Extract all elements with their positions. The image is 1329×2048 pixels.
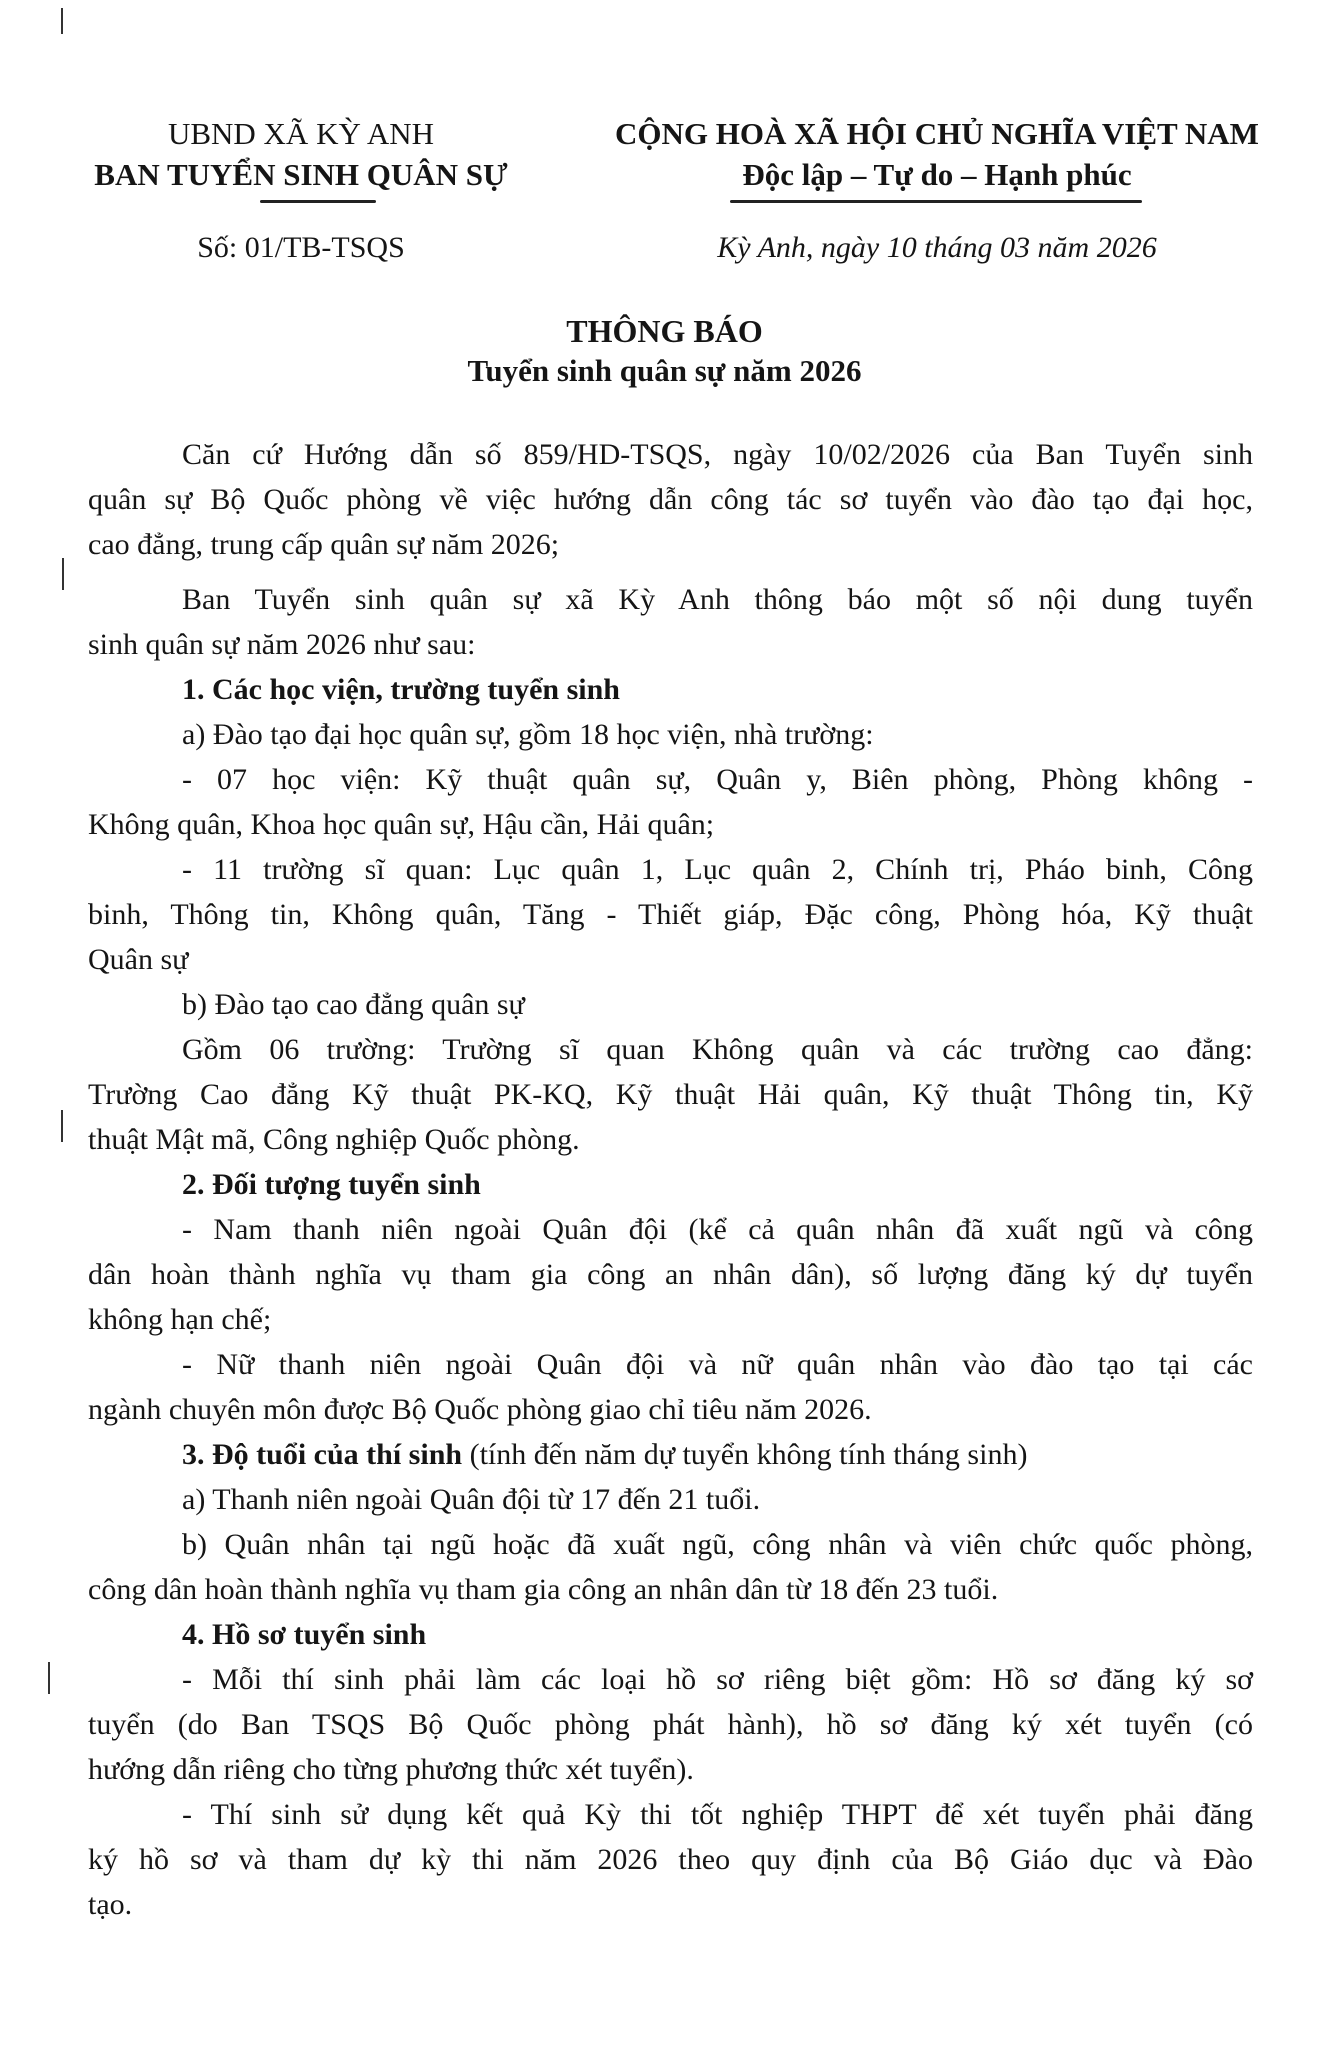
text-line: tuyển (do Ban TSQS Bộ Quốc phòng phát hành), hồ sơ đăng ký xét tuyển (có — [88, 1708, 1253, 1741]
paragraph — [88, 712, 1253, 757]
text-line: a) Đào tạo đại học quân sự, gồm 18 học viện, nhà trường: — [182, 718, 874, 751]
section-heading — [88, 1432, 1253, 1477]
document-number: Số: 01/TB-TSQS — [197, 231, 405, 264]
text-line: Trường Cao đẳng Kỹ thuật PK-KQ, Kỹ thuật Hải quân, Kỹ thuật Thông tin, Kỹ — [88, 1078, 1253, 1111]
heading-note: (tính đến năm dự tuyển không tính tháng sinh) — [462, 1438, 1028, 1471]
text-line: cao đẳng, trung cấp quân sự năm 2026; — [88, 528, 560, 561]
section-heading — [88, 667, 1253, 712]
text-line: ngành chuyên môn được Bộ Quốc phòng giao chỉ tiêu năm 2026. — [88, 1393, 872, 1426]
document-title: THÔNG BÁO — [566, 313, 763, 349]
text-line: dân hoàn thành nghĩa vụ tham gia công an nhân dân), số lượng đăng ký dự tuyển — [88, 1258, 1253, 1291]
paragraph — [88, 1477, 1253, 1522]
document-date: Kỳ Anh, ngày 10 tháng 03 năm 2026 — [717, 231, 1157, 264]
text-line: Gồm 06 trường: Trường sĩ quan Không quân và các trường cao đẳng: — [182, 1033, 1253, 1066]
issuing-org: UBND XÃ KỲ ANH — [167, 116, 435, 151]
text-line: b) Quân nhân tại ngũ hoặc đã xuất ngũ, công nhân và viên chức quốc phòng, — [182, 1528, 1253, 1561]
scan-mark — [62, 558, 64, 590]
text-line: Căn cứ Hướng dẫn số 859/HD-TSQS, ngày 10/02/2026 của Ban Tuyển sinh — [182, 438, 1253, 471]
left-underline — [260, 200, 376, 203]
national-motto: Độc lập – Tự do – Hạnh phúc — [742, 157, 1132, 192]
paragraph — [88, 1342, 1253, 1432]
text-line: thuật Mật mã, Công nghiệp Quốc phòng. — [88, 1123, 580, 1156]
text-line: - Nữ thanh niên ngoài Quân đội và nữ quân nhân vào đào tạo tại các — [182, 1348, 1253, 1381]
text-line: công dân hoàn thành nghĩa vụ tham gia công an nhân dân từ 18 đến 23 tuổi. — [88, 1573, 999, 1606]
paragraph — [88, 1792, 1253, 1927]
scan-mark — [61, 8, 63, 34]
text-line: không hạn chế; — [88, 1303, 272, 1336]
text-line: Không quân, Khoa học quân sự, Hậu cần, Hải quân; — [88, 808, 715, 841]
paragraph — [88, 432, 1253, 567]
text-line: - 07 học viện: Kỹ thuật quân sự, Quân y, Biên phòng, Phòng không - — [182, 763, 1253, 796]
paragraph — [88, 1657, 1253, 1792]
text-line: sinh quân sự năm 2026 như sau: — [88, 628, 476, 661]
text-line: Ban Tuyển sinh quân sự xã Kỳ Anh thông báo một số nội dung tuyển — [182, 583, 1253, 616]
text-line: b) Đào tạo cao đẳng quân sự — [182, 988, 525, 1021]
document-body — [88, 432, 1253, 1927]
text-line: - 11 trường sĩ quan: Lục quân 1, Lục quân 2, Chính trị, Pháo binh, Công — [182, 853, 1253, 886]
paragraph — [88, 1027, 1253, 1162]
section-heading — [88, 1612, 1253, 1657]
text-line: 1. Các học viện, trường tuyển sinh — [182, 673, 620, 706]
text-line: - Thí sinh sử dụng kết quả Kỳ thi tốt nghiệp THPT để xét tuyển phải đăng — [182, 1798, 1253, 1831]
document-subtitle: Tuyển sinh quân sự năm 2026 — [467, 353, 862, 388]
text-line: 2. Đối tượng tuyển sinh — [182, 1168, 481, 1201]
scan-mark — [48, 1662, 50, 1694]
paragraph — [88, 1522, 1253, 1612]
nation-title: CỘNG HOÀ XÃ HỘI CHỦ NGHĨA VIỆT NAM — [615, 116, 1259, 151]
text-line: hướng dẫn riêng cho từng phương thức xét tuyển). — [88, 1753, 694, 1786]
section-heading — [88, 1162, 1253, 1207]
text-line: Quân sự — [88, 943, 189, 976]
issuing-unit: BAN TUYỂN SINH QUÂN SỰ — [94, 157, 508, 192]
text-line: - Nam thanh niên ngoài Quân đội (kể cả quân nhân đã xuất ngũ và công — [182, 1213, 1253, 1246]
paragraph — [88, 757, 1253, 847]
text-line: 3. Độ tuổi của thí sinh (tính đến năm dự tuyển không tính tháng sinh) — [182, 1438, 1028, 1471]
paragraph — [88, 847, 1253, 982]
paragraph — [88, 577, 1253, 667]
text-line: - Mỗi thí sinh phải làm các loại hồ sơ riêng biệt gồm: Hồ sơ đăng ký sơ — [182, 1663, 1253, 1696]
right-underline — [730, 200, 1142, 203]
text-line: ký hồ sơ và tham dự kỳ thi năm 2026 theo quy định của Bộ Giáo dục và Đào — [88, 1843, 1253, 1876]
text-line: binh, Thông tin, Không quân, Tăng - Thiết giáp, Đặc công, Phòng hóa, Kỹ thuật — [88, 898, 1253, 931]
text-line: a) Thanh niên ngoài Quân đội từ 17 đến 21 tuổi. — [182, 1483, 761, 1516]
paragraph — [88, 982, 1253, 1027]
paragraph — [88, 1207, 1253, 1342]
scan-mark — [61, 1110, 63, 1142]
text-line: tạo. — [88, 1888, 133, 1921]
text-line: 4. Hồ sơ tuyển sinh — [182, 1618, 427, 1651]
text-line: quân sự Bộ Quốc phòng về việc hướng dẫn công tác sơ tuyển vào đào tạo đại học, — [88, 483, 1253, 516]
